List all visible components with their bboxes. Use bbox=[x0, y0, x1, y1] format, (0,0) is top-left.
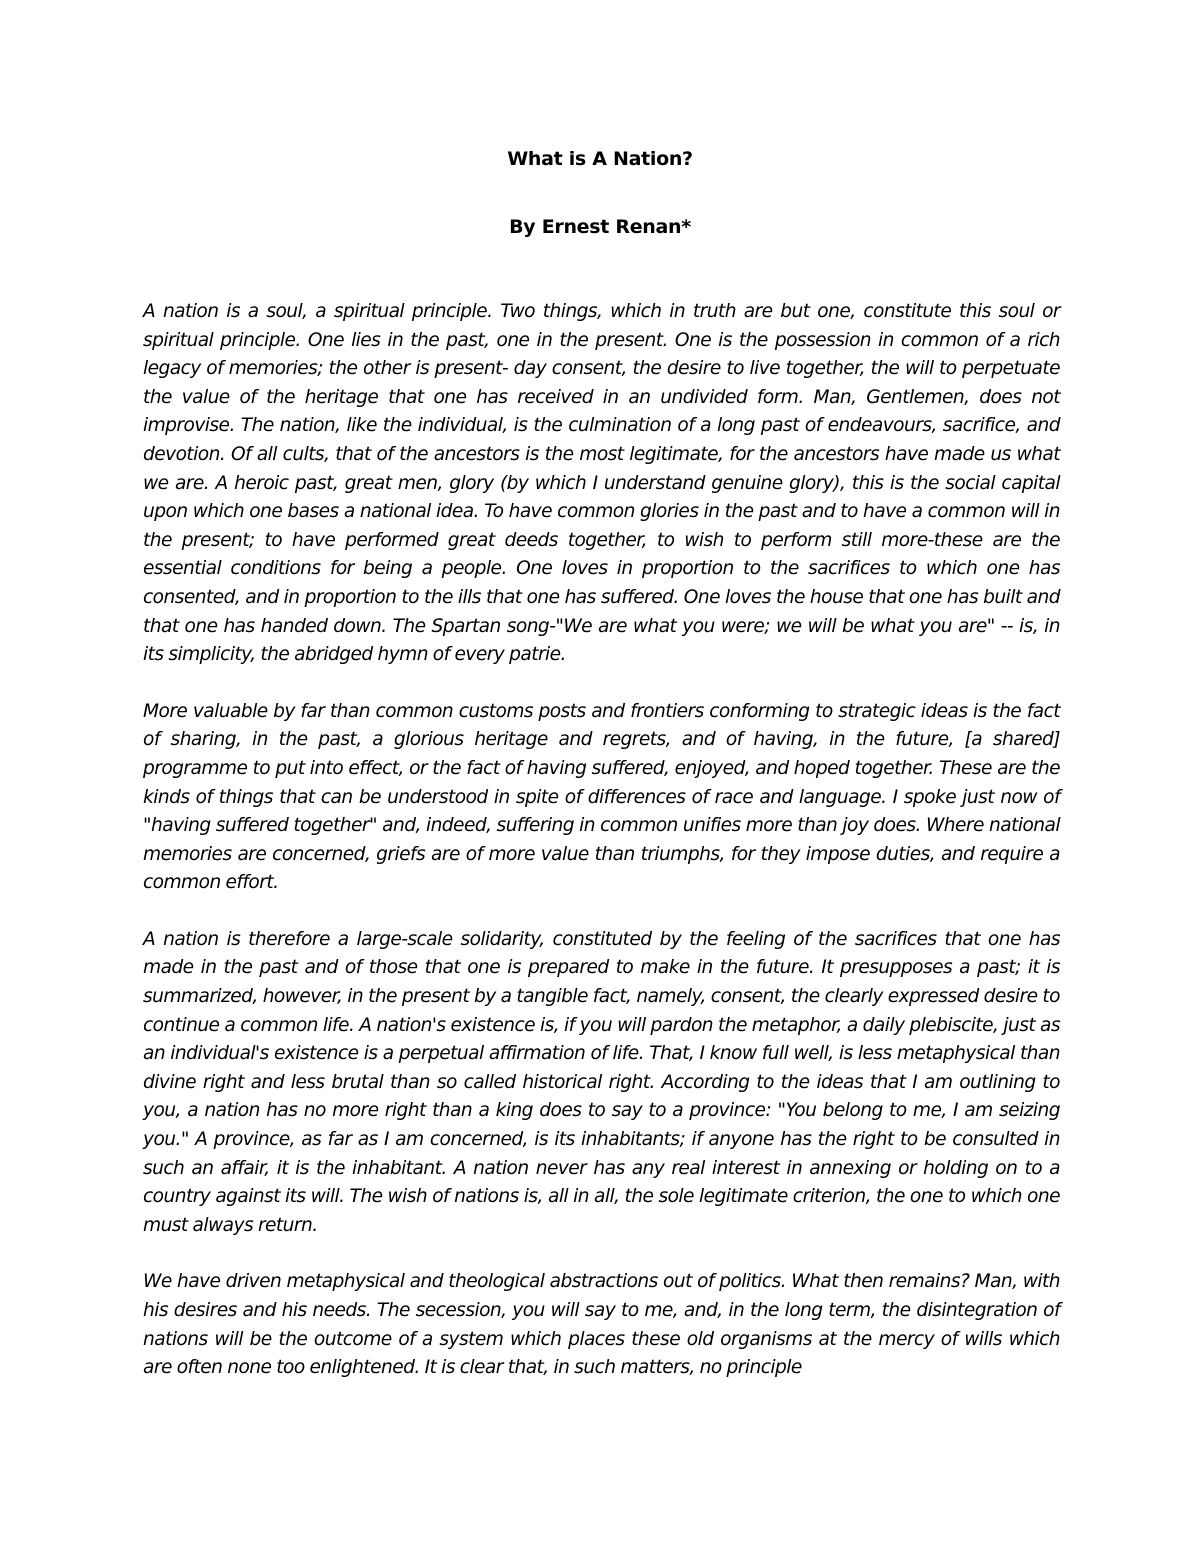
document-title: What is A Nation? bbox=[507, 148, 693, 170]
document-author: By Ernest Renan* bbox=[509, 216, 691, 238]
paragraph-4: We have driven metaphysical and theological abstractions out of politics. What then remains? Man, with his desires and his needs. The secession, you will say to me, and, in the long term, the disintegration of nations will be the outcome of a system which places these old organisms at the mercy of wills which are often none too enlightened. It is clear that, in such matters, no principle bbox=[143, 1271, 1060, 1379]
document-body bbox=[143, 298, 1060, 1411]
paragraph-3: A nation is therefore a large-scale solidarity, constituted by the feeling of the sacrifices that one has made in the past and of those that one is prepared to make in the future. It presupposes a past; it is summarized, however, in the present by a tangible fact, namely, consent, the clearly expressed desire to continue a common life. A nation's existence is, if you will pardon the metaphor, a daily plebiscite, just as an individual's existence is a perpetual affirmation of life. That, I know full well, is less metaphysical than divine right and less brutal than so called historical right. According to the ideas that I am outlining to you, a nation has no more right than a king does to say to a province: "You belong to me, I am seizing you." A province, as far as I am concerned, is its inhabitants; if anyone has the right to be consulted in such an affair, it is the inhabitant. A nation never has any real interest in annexing or holding on to a country against its will. The wish of nations is, all in all, the sole legitimate criterion, the one to which one must always return. bbox=[143, 928, 1060, 1236]
paragraph-2: More valuable by far than common customs posts and frontiers conforming to strategic ideas is the fact of sharing, in the past, a glorious heritage and regrets, and of having, in the future, [a shared] programme to put into effect, or the fact of having suffered, enjoyed, and hoped together. These are the kinds of things that can be understood in spite of differences of race and language. I spoke just now of "having suffered together" and, indeed, suffering in common unifies more than joy does. Where national memories are concerned, griefs are of more value than triumphs, for they impose duties, and require a common effort. bbox=[143, 700, 1060, 894]
paragraph-1: A nation is a soul, a spiritual principle. Two things, which in truth are but one, constitute this soul or spiritual principle. One lies in the past, one in the present. One is the possession in common of a rich legacy of memories; the other is present- day consent, the desire to live together, the will to perpetuate the value of the heritage that one has received in an undivided form. Man, Gentlemen, does not improvise. The nation, like the individual, is the culmination of a long past of endeavours, sacrifice, and devotion. Of all cults, that of the ancestors is the most legitimate, for the ancestors have made us what we are. A heroic past, great men, glory (by which I understand genuine glory), this is the social capital upon which one bases a national idea. To have common glories in the past and to have a common will in the present; to have performed great deeds together, to wish to perform still more-these are the essential conditions for being a people. One loves in proportion to the sacrifices to which one has consented, and in proportion to the ills that one has suffered. One loves the house that one has built and that one has handed down. The Spartan song-"We are what you were; we will be what you are" -- is, in its simplicity, the abridged hymn of every patrie. bbox=[143, 301, 1060, 666]
